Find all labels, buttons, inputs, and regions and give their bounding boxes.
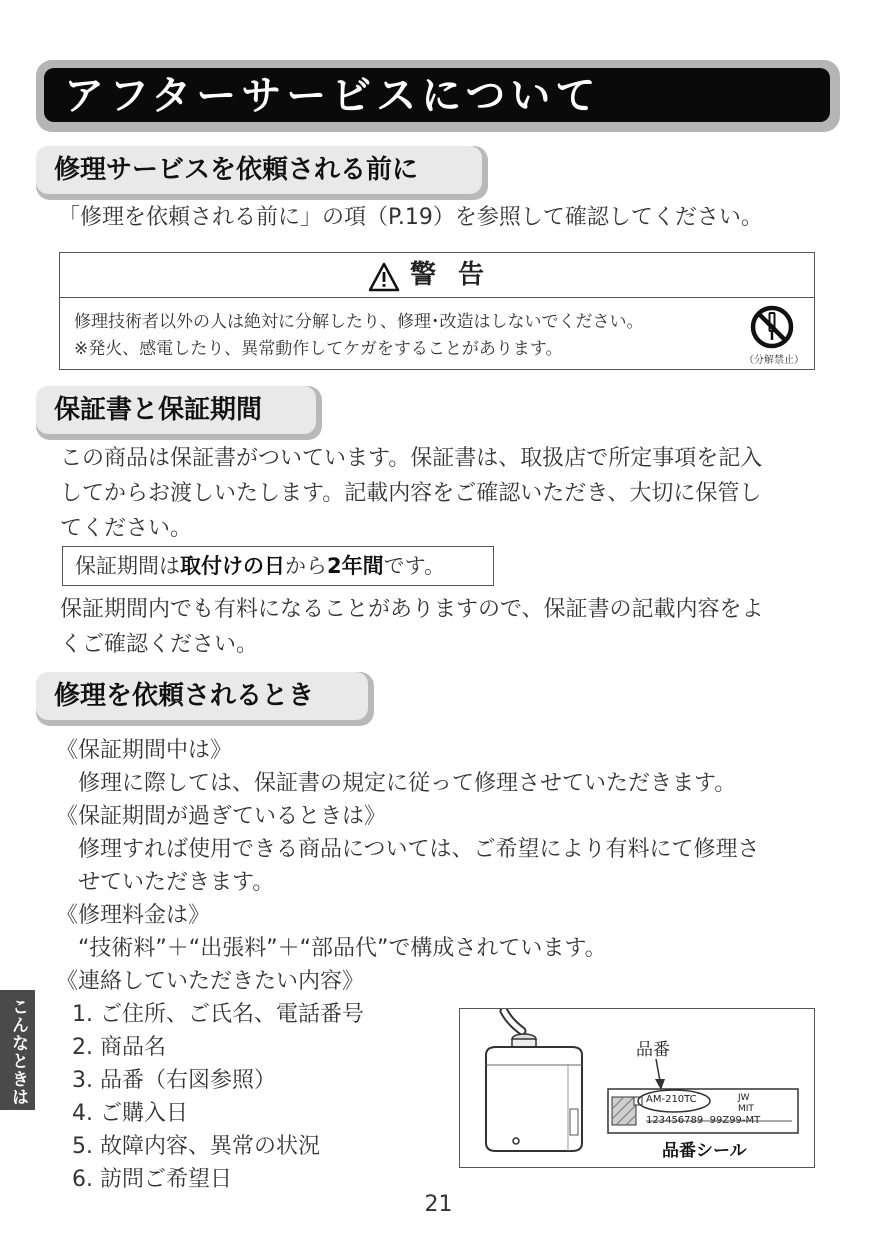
sec3-line-4: 修理すれば使用できる商品については、ご希望により有料にて修理さ — [56, 837, 760, 862]
period-start: 取付けの日 — [180, 554, 285, 578]
period-suffix: です。 — [383, 554, 445, 578]
section-heading-text: 保証書と保証期間 — [54, 395, 263, 425]
certification-mark-2: MIT — [738, 1104, 754, 1114]
sec2-para1-line-2: してからお渡しいたします。記載内容をご確認いただき、大切に保管し — [60, 481, 762, 506]
section-heading-text: 修理サービスを依頼される前に — [54, 155, 419, 185]
warning-box — [59, 252, 815, 370]
sec3-line-2: 修理に際しては、保証書の規定に従って修理させていただきます。 — [56, 771, 737, 796]
sec2-para1-line-3: てください。 — [60, 516, 193, 541]
warning-header — [60, 253, 814, 298]
model-number-callout: 品番 — [636, 1040, 670, 1060]
section-heading-warranty — [36, 386, 322, 440]
certification-mark-1: JW — [738, 1093, 750, 1103]
contact-item-3: 3. 品番（右図参照） — [72, 1068, 276, 1093]
period-prefix: 保証期間は — [75, 554, 180, 578]
contact-item-1: 1. ご住所、ご氏名、電話番号 — [72, 1002, 364, 1027]
page-title: アフターサービスについて — [64, 73, 601, 119]
sec3-line-8: 《連絡していただきたい内容》 — [56, 969, 365, 994]
warning-line-1: 修理技術者以外の人は絶対に分解したり、修理･改造はしないでください。 — [74, 312, 644, 332]
no-disassembly-icon — [750, 305, 794, 353]
contact-item-4: 4. ご購入日 — [72, 1101, 188, 1126]
page-title-background — [44, 68, 830, 122]
contact-item-6: 6. 訪問ご希望日 — [72, 1167, 232, 1192]
contact-item-5: 5. 故障内容、異常の状況 — [72, 1134, 320, 1159]
appliance-illustration — [460, 1009, 816, 1169]
sec3-line-5: せていただきます。 — [56, 870, 275, 895]
sec3-line-1: 《保証期間中は》 — [56, 738, 233, 763]
period-mid: から — [285, 554, 327, 578]
section-heading-requesting-repair — [36, 672, 374, 726]
section-heading-text: 修理を依頼されるとき — [54, 681, 315, 711]
sec3-line-3: 《保証期間が過ぎているときは》 — [56, 804, 387, 829]
sec2-para2-line-2: くご確認ください。 — [60, 632, 259, 657]
page-number: 21 — [424, 1192, 453, 1217]
sec1-text: 「修理を依頼される前に」の項（P.19）を参照して確認してください。 — [58, 205, 763, 230]
model-number-text: AM-210TC — [646, 1094, 697, 1105]
warning-label: 警告 — [409, 260, 506, 290]
sec3-line-7: “技術料”＋“出張料”＋“部品代”で構成されています。 — [56, 936, 607, 961]
period-length: 2年間 — [327, 554, 384, 578]
sec3-line-6: 《修理料金は》 — [56, 903, 211, 928]
side-tab-label: こんなときは — [8, 998, 28, 1106]
model-label-figure — [459, 1008, 815, 1168]
warning-line-2: ※発火、感電したり、異常動作してケガをすることがあります。 — [74, 339, 563, 359]
page-title-banner — [36, 60, 840, 132]
serial-number-text: 123456789 99Z99-MT — [646, 1115, 761, 1126]
model-sticker-caption: 品番シール — [662, 1141, 747, 1161]
sec2-para1-line-1: この商品は保証書がついています。保証書は、取扱店で所定事項を記入 — [60, 446, 763, 471]
side-index-tab[interactable] — [0, 990, 35, 1110]
section-heading-before-repair — [36, 146, 488, 200]
warranty-period-box — [62, 546, 494, 586]
no-disassembly-caption: （分解禁止） — [744, 355, 804, 366]
warning-triangle-icon — [368, 262, 400, 296]
sec2-para2-line-1: 保証期間内でも有料になることがありますので、保証書の記載内容をよ — [60, 597, 764, 622]
contact-item-2: 2. 商品名 — [72, 1035, 166, 1060]
